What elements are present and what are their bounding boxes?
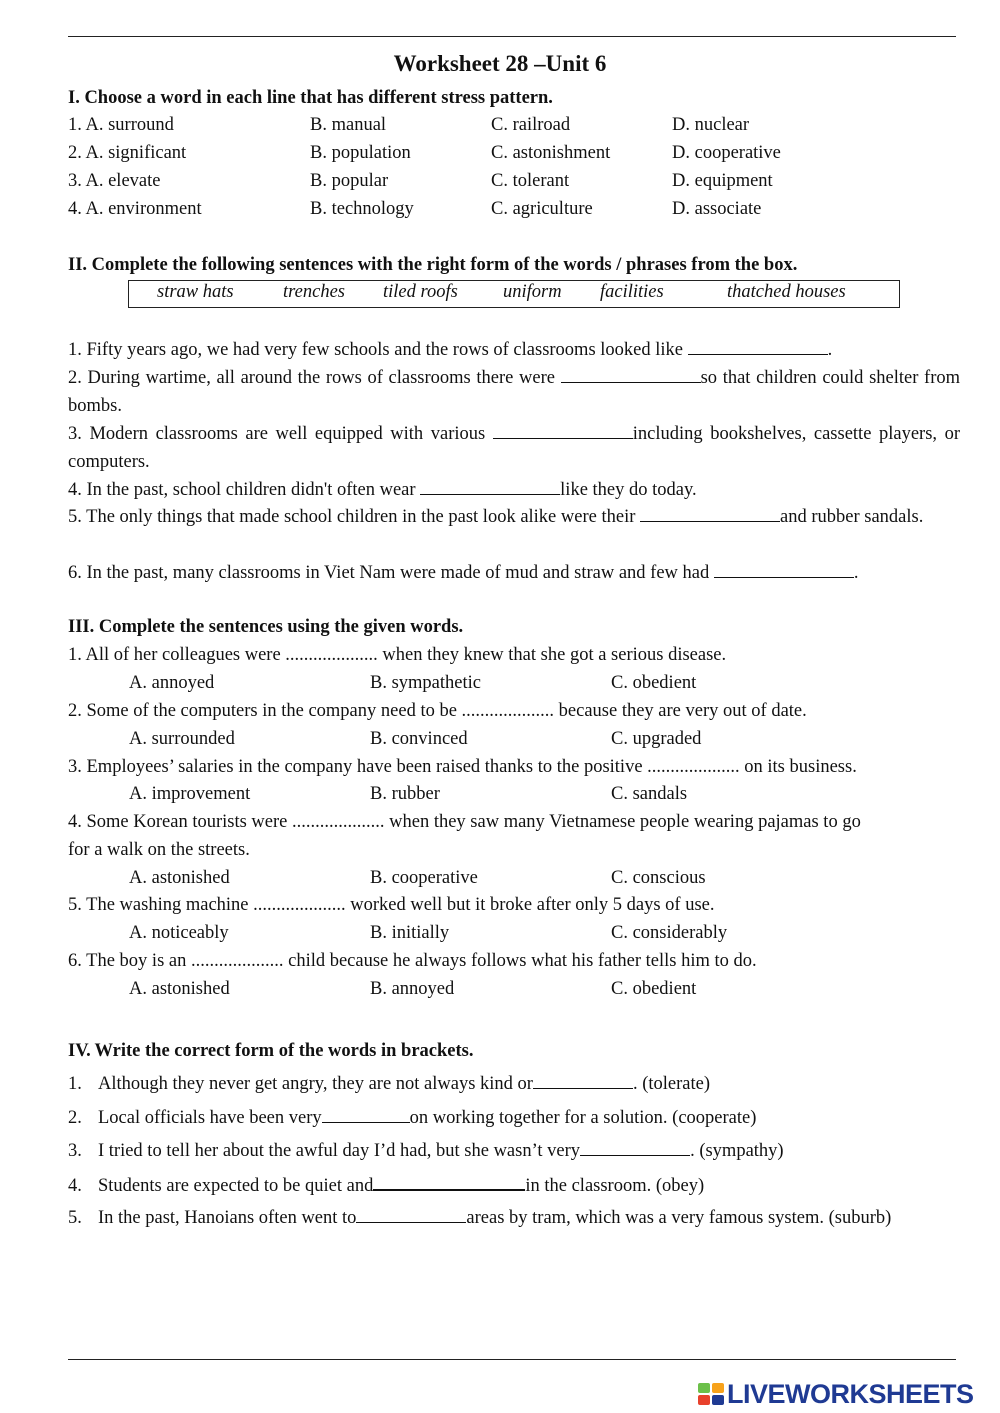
s1-r1-d: D. nuclear [672,115,750,135]
s1-r1-b: B. manual [310,115,387,135]
s2-sentence-1: 1. Fifty years ago, we had very few schools and the rows of classrooms looked like . [68,340,833,360]
s2-sentence-2: 2. During wartime, all around the rows of classrooms there were so that children could shelter from bombs. [68,368,960,416]
s2-sentence-3: 3. Modern classrooms are well equipped with various including bookshelves, cassette players, or computers. [68,424,960,472]
s3-q6-opt-a[interactable]: A. astonished [129,979,230,999]
s3-q5-opt-a[interactable]: A. noticeably [129,923,229,943]
s1-r4-b: B. technology [310,199,414,219]
s3-question-4-line2: for a walk on the streets. [68,840,250,860]
s4-blank-5[interactable] [356,1206,466,1223]
s3-q3-opt-a[interactable]: A. improvement [129,784,251,804]
s4-blank-2[interactable] [322,1106,410,1123]
s3-q1-opt-c[interactable]: C. obedient [611,673,697,693]
s3-question-4-line1: 4. Some Korean tourists were .................... when they saw many Vietnamese people wearing pajamas to go [68,812,861,832]
s3-q2-opt-c[interactable]: C. upgraded [611,729,702,749]
s2-sentence-4: 4. In the past, school children didn't often wear like they do today. [68,480,697,500]
s3-q6-opt-b[interactable]: B. annoyed [370,979,455,999]
s1-r1-a: 1. A. surround [68,115,174,135]
s3-q1-opt-a[interactable]: A. annoyed [129,673,215,693]
s3-q4-opt-a[interactable]: A. astonished [129,868,230,888]
box-word-straw-hats: straw hats [157,282,234,302]
s3-q3-opt-b[interactable]: B. rubber [370,784,440,804]
s4-item-2: 2. Local officials have been very on working together for a solution. (cooperate) [68,1108,757,1128]
liveworksheets-logo [698,1380,974,1408]
s1-r2-c: C. astonishment [491,143,611,163]
s2-sentence-6: 6. In the past, many classrooms in Viet Nam were made of mud and straw and few had . [68,563,859,583]
s3-q4-opt-c[interactable]: C. conscious [611,868,706,888]
logo-text: LIVEWORKSHEETS [727,1378,974,1409]
s3-question-2: 2. Some of the computers in the company need to be .................... because they are very out of date. [68,701,807,721]
s3-q3-opt-c[interactable]: C. sandals [611,784,688,804]
s4-item-1: 1. Although they never get angry, they are not always kind or . (tolerate) [68,1074,711,1094]
s3-q1-opt-b[interactable]: B. sympathetic [370,673,481,693]
s1-r4-d: D. associate [672,199,762,219]
s4-item-4: 4. Students are expected to be quiet and in the classroom. (obey) [68,1173,704,1198]
s4-blank-4[interactable] [373,1173,525,1191]
s1-r4-c: C. agriculture [491,199,593,219]
s2-blank-6[interactable] [714,561,854,578]
s1-r2-a: 2. A. significant [68,143,187,163]
s1-r1-c: C. railroad [491,115,571,135]
s3-q2-opt-b[interactable]: B. convinced [370,729,468,749]
word-box [128,280,900,308]
s1-r3-b: B. popular [310,171,389,191]
section4-heading: IV. Write the correct form of the words in brackets. [68,1041,474,1061]
s1-r3-a: 3. A. elevate [68,171,161,191]
box-word-thatched-houses: thatched houses [727,282,846,302]
s3-q2-opt-a[interactable]: A. surrounded [129,729,235,749]
s1-r3-d: D. equipment [672,171,773,191]
s2-blank-2[interactable] [561,366,701,383]
box-word-tiled-roofs: tiled roofs [383,282,458,302]
bottom-rule [68,1359,956,1360]
section1-heading: I. Choose a word in each line that has different stress pattern. [68,88,553,108]
s3-question-1: 1. All of her colleagues were .................... when they knew that she got a serious disease. [68,645,727,665]
s3-question-6: 6. The boy is an .................... child because he always follows what his father tells him to do. [68,951,757,971]
s3-q6-opt-c[interactable]: C. obedient [611,979,697,999]
logo-mark-icon [698,1383,724,1405]
s2-blank-5[interactable] [640,505,780,522]
s4-blank-3[interactable] [580,1139,690,1156]
s4-item-3: 3. I tried to tell her about the awful day I’d had, but she wasn’t very . (sympathy) [68,1141,784,1161]
s3-q5-opt-c[interactable]: C. considerably [611,923,728,943]
top-rule [68,36,956,37]
s4-item-5: 5. In the past, Hanoians often went to areas by tram, which was a very famous system. (suburb) [68,1208,892,1228]
s4-blank-1[interactable] [533,1072,633,1089]
s1-r4-a: 4. A. environment [68,199,202,219]
box-word-trenches: trenches [283,282,345,302]
s2-blank-4[interactable] [420,478,560,495]
s1-r2-d: D. cooperative [672,143,781,163]
s3-question-3: 3. Employees’ salaries in the company have been raised thanks to the positive .................... on its business. [68,757,857,777]
s3-q5-opt-b[interactable]: B. initially [370,923,450,943]
s3-question-5: 5. The washing machine .................... worked well but it broke after only 5 days of use. [68,895,715,915]
s1-r2-b: B. population [310,143,411,163]
s2-sentence-5: 5. The only things that made school children in the past look alike were their and rubber sandals. [68,507,924,527]
box-word-uniform: uniform [503,282,562,302]
s1-r3-c: C. tolerant [491,171,570,191]
box-word-facilities: facilities [600,282,664,302]
section3-heading: III. Complete the sentences using the given words. [68,617,464,637]
section2-heading: II. Complete the following sentences with the right form of the words / phrases from the box. [68,255,798,275]
s2-blank-3[interactable] [493,422,633,439]
s2-blank-1[interactable] [688,338,828,355]
s3-q4-opt-b[interactable]: B. cooperative [370,868,478,888]
page-title: Worksheet 28 –Unit 6 [393,51,607,76]
